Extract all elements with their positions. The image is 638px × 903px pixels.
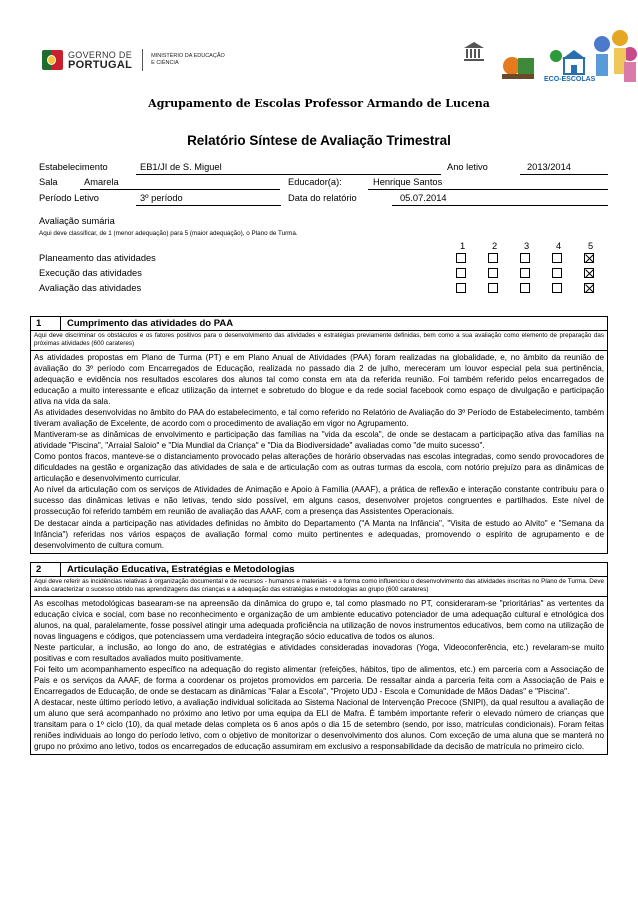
logo-divider xyxy=(142,49,143,71)
rating-checkbox[interactable] xyxy=(520,283,530,293)
partner-logos xyxy=(450,10,638,90)
section2-paragraph: A destacar, neste último período letivo, a avaliação individual solicitada ao Sistema Nacional de Intervenção Precoce (SNIPI), da qual resultou a avaliação de um aluno que será acompanhado no próximo ano letivo por uma equipa da ELI de Mafra. É também importante referir o elevado número de crianças que transitam para o 1º ciclo (10), da qual metade delas completa os 6 anos após o dia 15 de setembro (sendo, por isso, matrículas condicionais). Foram feitas reniões individuais ao longo do período letivo, com o objetivo de monitorizar o desenvolvimento dos alunos. Com exceção de uma aluna que se manterá no grupo no próximo ano letivo, todos os encarregados de educação assumiram em exclusivo a responsabilidade da decisão de matrícula no primeiro ciclo. xyxy=(34,698,604,752)
section-1-title: Cumprimento das atividades do PAA xyxy=(67,318,234,329)
rating-checkbox[interactable] xyxy=(584,283,594,293)
rating-checkbox[interactable] xyxy=(520,253,530,263)
section1-paragraph: Mantiveram-se as dinâmicas de envolvimento e participação das famílias na "vida da escola", de onde se destacam a participação ativa das famílias na atividade "Piscina", "Arraial Saloio" e "Dia Mundial da Criança" e "Dia da Biodiversidade" avaliadas como "de muito sucesso". xyxy=(34,430,604,451)
scale-3: 3 xyxy=(524,241,530,251)
section2-paragraph: Foi feito um acompanhamento específico na adequação do registo alimentar (refeições, hábitos, tipo de alimentos, etc.) em parceria com a Associação de Pais e os serviços da AAAF, de forma a coordenar os projetos promovidos em parceria. De ressaltar ainda a parceria feita com a Associação de Pais e Encarregados de Educação, de onde se destacam as dinâmicas "Falar a Escola", "Projeto UDJ - Escola e Comunidade de Mãos Dadas" e "Piscina". xyxy=(34,665,604,697)
section-1-number: 1 xyxy=(31,317,61,331)
sala-label: Sala xyxy=(39,177,58,187)
ano-letivo-value[interactable]: 2013/2014 xyxy=(527,162,571,172)
avaliacao-title: Avaliação sumária xyxy=(39,216,115,226)
section1-paragraph: As atividades propostas em Plano de Turma (PT) e em Plano Anual de Atividades (PAA) foram realizadas na globalidade, e, no âmbito da reunião de avaliação do 3º período com Encarregados de Educação, realizada no passado dia 2 de julho, mereceram um louvor especial pela sua pertinência, adequação e evidência nos resultados escolares dos alunos tal como consta em ata da referida reunião. Foi também referido pelos encarregados de educação a muito interessante e eficaz utilização da internet e sobretudo do blogue e da rede social facebook como espaço de divulgação e participação ativa na vida da sala. xyxy=(34,352,604,406)
agrupamento-title: Agrupamento de Escolas Professor Armando de Lucena xyxy=(148,97,490,110)
rating-checkbox[interactable] xyxy=(488,253,498,263)
section-1-instruction: Aqui deve discriminar os obstáculos e os fatores positivos para o desenvolvimento das atividades e estratégias previamente definidas, bem como a sua avaliação como elemento de preparação das próximas atividades (600 carateres) xyxy=(31,331,607,351)
periodo-value[interactable]: 3º período xyxy=(140,193,183,203)
section-2-body[interactable] xyxy=(31,597,607,755)
section-2-title: Articulação Educativa, Estratégias e Metodologias xyxy=(67,564,295,575)
ministry-line1: MINISTÉRIO DA EDUCAÇÃO xyxy=(151,53,225,59)
educador-label: Educador(a): xyxy=(288,177,342,187)
rating-checkbox[interactable] xyxy=(456,253,466,263)
section-2-number: 2 xyxy=(31,563,61,577)
section-2-instruction: Aqui deve referir as incidências relativas à organização documental e de recursos - humanos e materiais - e a forma como influenciou o desenvolvimento das atividades inscritas no Plano de Turma. Deve ainda caracterizar o sucesso obtido nas aprendizagens das crianças e a adequação das estratégias e metodologias ao grupo (600 carateres) xyxy=(31,577,607,597)
rating-checkbox[interactable] xyxy=(552,268,562,278)
rating-checkbox[interactable] xyxy=(456,268,466,278)
rating-checkbox[interactable] xyxy=(488,283,498,293)
data-value[interactable]: 05.07.2014 xyxy=(400,193,447,203)
eco-escolas-label: ECO-ESCOLAS xyxy=(544,76,596,83)
children-logo-icon xyxy=(590,20,638,90)
governo-portugal-logo xyxy=(42,46,225,74)
avaliacao-instruction: Aqui deve classificar, de 1 (menor adequação) para 5 (maior adequação), o Plano de Turma. xyxy=(39,230,298,237)
scale-5: 5 xyxy=(588,241,594,251)
scale-2: 2 xyxy=(492,241,498,251)
gov-line1: GOVERNO DE xyxy=(68,50,133,60)
estabelecimento-label: Estabelecimento xyxy=(39,162,108,172)
section2-paragraph: As escolhas metodológicas basearam-se na apreensão da dinâmica do grupo e, tal como plasmado no PT, consideraram-se "prioritárias" as vertentes da educação cívica e social, com base no reconhecimento e organização de um ambiente educativo potenciador de uma adequação cultural e etnológica dos alunos, na qual, paralelamente, fosse possível atingir uma adequada proficiência na utilização de novos instrumentos educativos, bem como na utilização de novas linguagens e códigos, que potenciassem uma verdadeira integração sócio educativa de todos os alunos. xyxy=(34,598,604,641)
rating-checkbox[interactable] xyxy=(456,283,466,293)
scale-4: 4 xyxy=(556,241,562,251)
estabelecimento-value[interactable]: EB1/JI de S. Miguel xyxy=(140,162,222,172)
rating-checkbox[interactable] xyxy=(552,283,562,293)
periodo-label: Período Letivo xyxy=(39,193,99,203)
sala-value[interactable]: Amarela xyxy=(84,177,119,187)
section1-paragraph: Ao nível da articulação com os serviços de Atividades de Animação e Apoio à Família (AAAF), a prática de reflexão e interação constante contribuiu para o sucesso das dinâmicas letivas e não letivas, tendo sido possível, em alguns casos, desenvolver projetos congruentes e partilhados. Este nível de prossecução foi referido também em reunião de avaliação das AAAF, com a presença das Assistentes Operacionais. xyxy=(34,485,604,517)
section1-paragraph: Como pontos fracos, manteve-se o distanciamento provocado pelas alterações de horário observadas nas escolas integradas, como sendo provocadores de dificuldades na gestão e organização das atividades de sala e de articulação com as outras turmas da escola, com notório prejuízo para as dinâmicas de articulação e desenvolvimento curricular. xyxy=(34,452,604,484)
ano-letivo-label: Ano letivo xyxy=(447,162,488,172)
portugal-flag-icon xyxy=(42,46,64,74)
section-1 xyxy=(30,316,608,554)
header-logos xyxy=(0,0,638,90)
section1-paragraph: As atividades desenvolvidas no âmbito do PAA do estabelecimento, e tal como referido no Relatório de Avaliação do 3º Período de Estabelecimento, também tiveram avaliação de Excelente, de acordo com o procedimento de avaliação em vigor no Agrupamento. xyxy=(34,408,604,429)
educador-value[interactable]: Henrique Santos xyxy=(373,177,443,187)
rating-checkbox[interactable] xyxy=(520,268,530,278)
rating-checkbox[interactable] xyxy=(584,268,594,278)
gov-line2: PORTUGAL xyxy=(68,59,133,71)
report-title: Relatório Síntese de Avaliação Trimestral xyxy=(187,133,451,148)
eco-escolas-icon xyxy=(548,48,588,78)
rating-checkbox[interactable] xyxy=(584,253,594,263)
row-execucao-label: Execução das atividades xyxy=(39,268,142,278)
section1-paragraph: De destacar ainda a participação nas atividades definidas no âmbito do Departamento ("A Manta na Infância", "Visita de estudo ao Alvito" e "Semana da Infância") referidas nos vários espaços de avaliação formal como muito pertinentes e adequadas, promovendo o espírito de agrupamento e de desenvolvimento de cultura comum. xyxy=(34,518,604,550)
rating-checkbox[interactable] xyxy=(552,253,562,263)
unesco-icon xyxy=(462,40,486,64)
data-label: Data do relatório xyxy=(288,193,357,203)
ministry-line2: E CIÊNCIA xyxy=(151,60,179,66)
section-1-body[interactable] xyxy=(31,351,607,553)
rating-checkbox[interactable] xyxy=(488,268,498,278)
scale-1: 1 xyxy=(460,241,466,251)
section-2 xyxy=(30,562,608,755)
section2-paragraph: Neste particular, a inclusão, ao longo do ano, de estratégias e atividades consideradas inovadoras (Yoga, Videoconferência, etc.) revelaram-se muito positivas e com resultados avaliados muito positivamente. xyxy=(34,643,604,664)
school-garden-icon xyxy=(498,52,538,82)
row-avaliacao-label: Avaliação das atividades xyxy=(39,283,142,293)
row-planeamento-label: Planeamento das atividades xyxy=(39,253,156,263)
